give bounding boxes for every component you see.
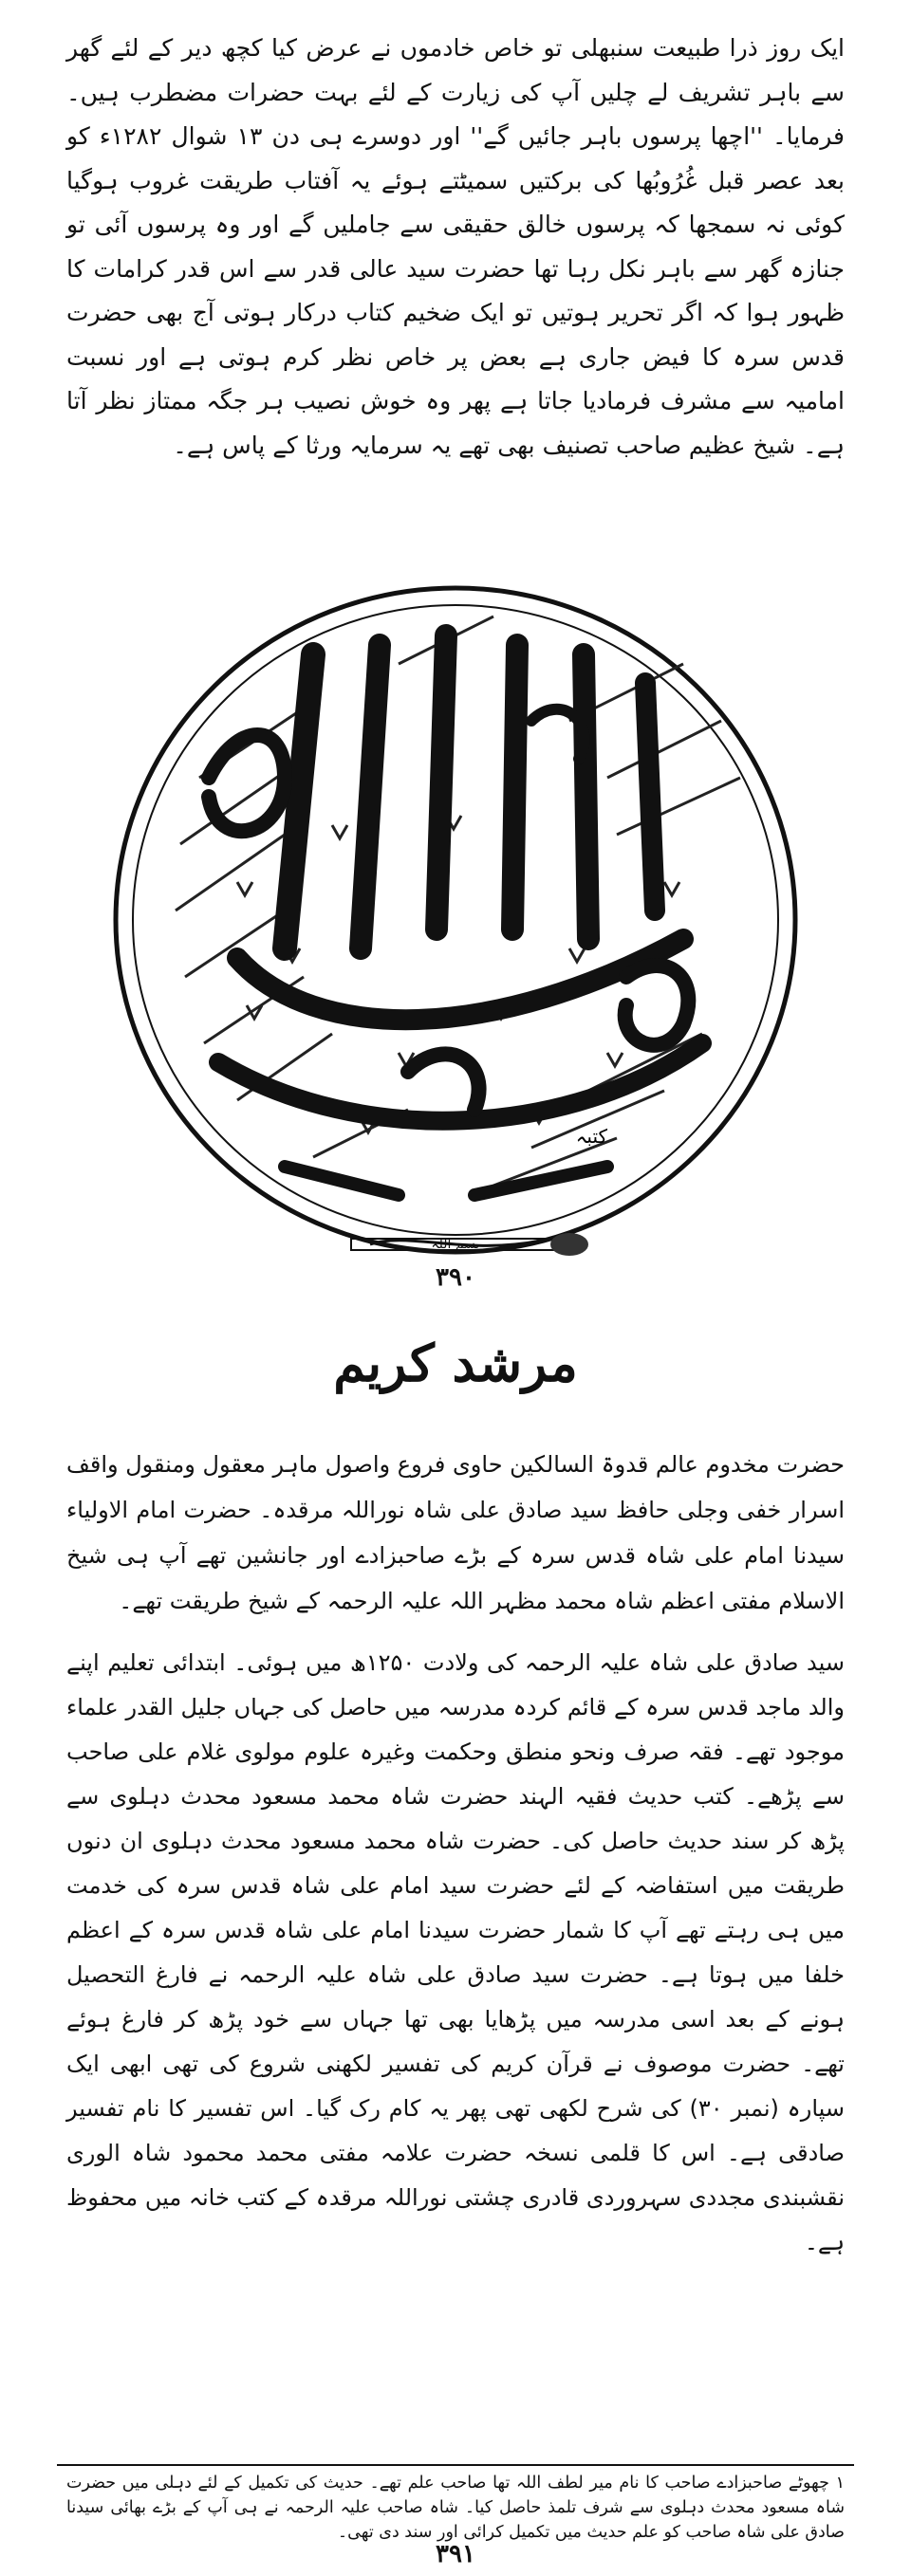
biography-paragraph: سید صادق علی شاہ علیہ الرحمہ کی ولادت ۱۲۵۰ھ میں ہوئی۔ ابتدائی تعلیم اپنے والد ماجد قدس سرہ کے قائم کردہ مدرسہ میں حاصل کی جہاں جلیل القدر علماء موجود تھے۔ فقہ صرف ونحو منطق وحکمت وغیرہ علوم مولوی غلام علی صاحب سے پڑھے۔ کتب حدیث فقیہ الہند حضرت شاہ محمد مسعود محدث دہلوی سے پڑھ کر سند حدیث حاصل کی۔ حضرت شاہ محمد مسعود محدث دہلوی ان دنوں طریقت میں استفاضہ کے لئے حضرت سید امام علی شاہ قدس سرہ کی خدمت میں ہی رہتے تھے آپ کا شمار حضرت سیدنا امام علی شاہ قدس سرہ کے اعظم خلفا میں ہوتا ہے۔ حضرت سید صادق علی شاہ علیہ الرحمہ نے فارغ التحصیل ہونے کے بعد اسی مدرسہ میں پڑھایا بھی تھا جہاں سے خود پڑھ کر فارغ ہوئے تھے۔ حضرت موصوف نے قرآن کریم کی تفسیر لکھنی شروع کی تھی ابھی ایک سپارہ (نمبر ۳۰) کی شرح لکھی تھی پھر یہ کام رک گیا۔ اس تفسیر کا نام تفسیر صادقی ہے۔ اس کا قلمی نسخہ حضرت علامہ مفتی محمد محمود شاہ الوری نقشبندی مجددی سہروردی قادری چشتی نوراللہ مرقدہ کے کتب خانہ میں محفوظ ہے۔ xyxy=(66,1649,845,2255)
opening-paragraph: ایک روز ذرا طبیعت سنبھلی تو خاص خادموں نے عرض کیا کچھ دیر کے لئے گھر سے باہر تشریف لے چلیں آپ کی زیارت کے لئے بہت حضرات مضطرب ہیں۔ فرمایا۔ ''اچھا پرسوں باہر جائیں گے'' اور دوسرے ہی دن ۱۳ شوال ۱۲۸۲ء کو بعد عصر قبل غُرُوبُھا کی برکتیں سمیٹتے ہوئے یہ آفتاب طریقت غروب ہوگیا کوئی نہ سمجھا کہ پرسوں خالق حقیقی سے جاملیں گے اور وہ پرسوں آئی تو جنازہ گھر سے باہر نکل رہا تھا حضرت سید عالی قدر سے اس قدر کرامات کا ظہور ہوا کہ اگر تحریر ہوتیں تو ایک ضخیم کتاب درکار ہوتی آج بھی حضرت قدس سرہ کا فیض جاری ہے بعض پر خاص نظر کرم ہوتی ہے اور نسبت امامیہ سے مشرف فرمادیا جاتا ہے پھر وہ خوش نصیب ہر جگہ ممتاز نظر آتا ہے۔ شیخ عظیم صاحب تصنیف بھی تھے یہ سرمایہ ورثا کے پاس ہے۔ xyxy=(66,34,845,459)
footnote-rule xyxy=(57,2464,854,2466)
footnote-text xyxy=(66,2471,845,2545)
page-number-bottom: ۳۹۱ xyxy=(436,2540,475,2568)
section-heading: مرشد کریم xyxy=(333,1333,578,1393)
intro-paragraph: حضرت مخدوم عالم قدوۃ السالکین حاوی فروع واصول ماہر معقول ومنقول واقف اسرار خفی وجلی حافظ سید صادق علی شاہ نوراللہ مرقدہ۔ حضرت امام الاولیاء سیدنا امام علی شاہ قدس سرہ کے بڑے صاحبزادے اور جانشین تھے آپ ہی شیخ الاسلام مفتی اعظم شاہ محمد مظہر اللہ علیہ الرحمہ کے شیخ طریقت تھے۔ xyxy=(66,1451,845,1614)
footnote-body: چھوٹے صاحبزادے صاحب کا نام میر لطف اللہ تھا صاحب علم تھے۔ حدیث کی تکمیل کے لئے دہلی میں حضرت شاہ مسعود محدث دہلوی سے شرف تلمذ حاصل کیا۔ شاہ صاحب علیہ الرحمہ نے ہی آپ کے بڑے بھائی سیدنا صادق علی شاہ صاحب کو علم حدیث میں تکمیل کرائی اور سند دی تھی۔ xyxy=(66,2474,845,2542)
seal-caption: بسم اللہ xyxy=(431,1237,480,1252)
seal-stamp xyxy=(550,1233,588,1256)
page-number-top: ۳۹۰ xyxy=(436,1263,475,1292)
footnote-marker: ۱ xyxy=(835,2474,845,2493)
medallion-inner-ring xyxy=(133,605,778,1235)
calligraphy-signature: کتبہ xyxy=(575,1125,607,1148)
caption-strip xyxy=(313,1227,598,1265)
medallion-script xyxy=(209,635,702,1195)
